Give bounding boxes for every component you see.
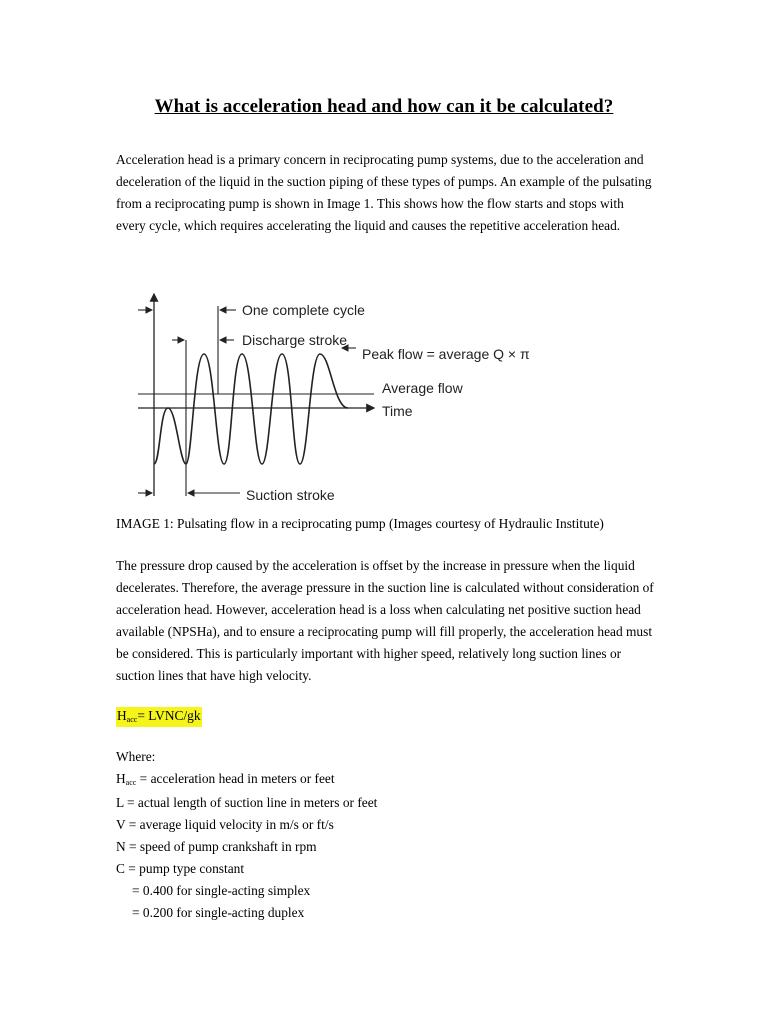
label-average-flow: Average flow <box>382 380 463 396</box>
hacc-subscript: acc <box>125 778 137 787</box>
figure-caption: IMAGE 1: Pulsating flow in a reciprocating pump (Images courtesy of Hydraulic Institute) <box>116 516 604 531</box>
where-label: Where: <box>116 749 156 764</box>
formula-symbol: H <box>117 708 127 723</box>
intro-paragraph: Acceleration head is a primary concern in reciprocating pump systems, due to the acceleration and deceleration of the liquid in the suction piping of these types of pumps. An example of the pulsating from a reciprocating pump is shown in Image 1. This shows how the flow starts and stops with every cycle, which requires accelerating the liquid and causes the repetitive acceleration head. <box>116 152 652 233</box>
label-peak-flow: Peak flow = average Q × π <box>362 346 530 362</box>
definition-c: C = pump type constant <box>116 861 245 876</box>
definition-l: L = actual length of suction line in meters or feet <box>116 795 378 810</box>
label-time: Time <box>382 403 413 419</box>
constant-duplex: = 0.200 for single-acting duplex <box>132 905 305 920</box>
definition-hacc <box>116 768 377 792</box>
label-discharge-stroke: Discharge stroke <box>242 332 348 348</box>
hacc-symbol: H <box>116 771 126 786</box>
pulsating-flow-figure <box>116 282 586 508</box>
body-paragraph: The pressure drop caused by the acceleration is offset by the increase in pressure when the liquid decelerates. Therefore, the average pressure in the suction line is calculated without consideration of acceleration head. However, acceleration head is a loss when calculating net positive suction head available (NPSHa), and to ensure a reciprocating pump will fill properly, the acceleration head must be considered. This is particularly important with higher speed, relatively long suction lines or suction lines that have high velocity. <box>116 558 654 683</box>
flow-waveform <box>154 354 348 464</box>
hacc-text: = acceleration head in meters or feet <box>136 771 335 786</box>
label-suction-stroke: Suction stroke <box>246 487 335 503</box>
definition-v: V = average liquid velocity in m/s or ft/s <box>116 817 334 832</box>
label-one-complete-cycle: One complete cycle <box>242 302 365 318</box>
definitions-list <box>116 746 377 924</box>
document-title: What is acceleration head and how can it be calculated? <box>154 96 614 117</box>
definition-n: N = speed of pump crankshaft in rpm <box>116 839 317 854</box>
constant-simplex: = 0.400 for single-acting simplex <box>132 883 311 898</box>
formula-expression: = LVNC/gk <box>137 708 201 723</box>
acceleration-head-formula <box>116 707 202 727</box>
formula-subscript: acc <box>126 715 138 724</box>
